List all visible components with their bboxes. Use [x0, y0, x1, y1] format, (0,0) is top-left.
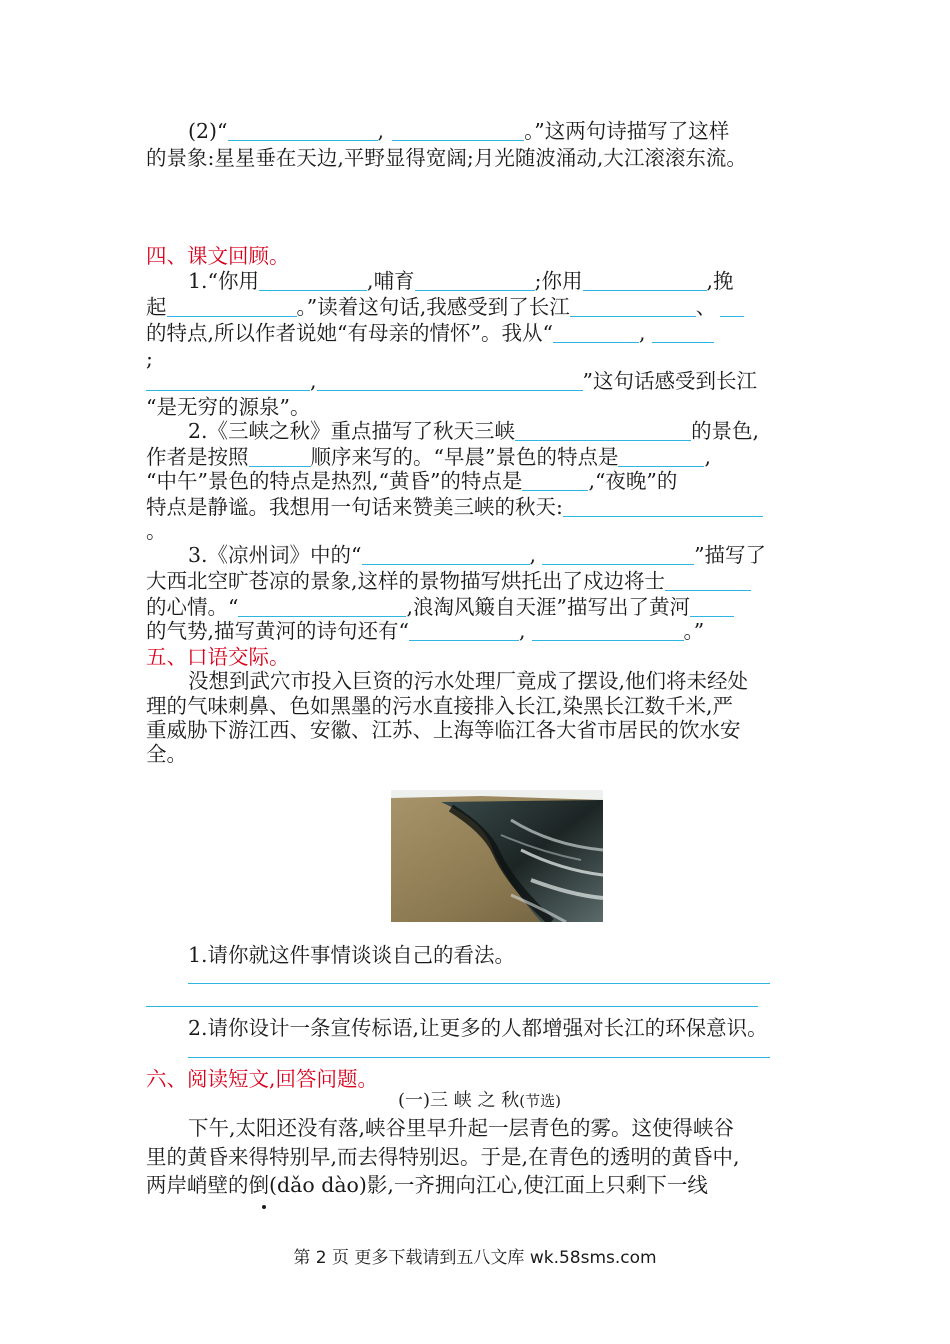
s5-para-line: 重威胁下游江西、安徽、江苏、上海等临江各大省市居民的饮水安	[146, 718, 741, 742]
text: 作者是按照	[146, 445, 249, 469]
answer-blank[interactable]	[167, 296, 297, 317]
text: (2)“	[188, 119, 228, 143]
text: 。”读着这句话,我感受到了长江	[296, 295, 570, 319]
q3-2-line1	[188, 118, 729, 144]
s4-q3-line1	[188, 542, 766, 568]
s4-q2-line4	[146, 494, 763, 520]
text: ,	[704, 445, 711, 469]
answer-blank[interactable]	[409, 620, 519, 641]
s4-q1-line6: “是无穷的源泉”。	[146, 395, 311, 419]
s6-para-line: 里的黄昏来得特别早,而去得特别迟。于是,在青色的透明的黄昏中,	[146, 1145, 740, 1169]
answer-blank[interactable]	[720, 296, 744, 317]
text: 的特点,所以作者说她“有母亲的情怀”。我从“	[146, 321, 553, 345]
text: ,	[638, 321, 646, 345]
answer-blank[interactable]	[415, 270, 535, 291]
answer-blank[interactable]	[532, 620, 684, 641]
text: ,挽	[706, 269, 734, 293]
text: 3.《凉州词》中的“	[188, 543, 362, 567]
s6-para-line: 两岸峭壁的倒(dǎo dào)影,一齐拥向江心,使江面上只剩下一线	[146, 1173, 708, 1197]
answer-blank[interactable]	[259, 270, 367, 291]
answer-blank[interactable]	[563, 496, 763, 517]
text: ”描写了	[694, 543, 767, 567]
section-6-heading: 六、阅读短文,回答问题。	[146, 1067, 379, 1091]
polluted-river-photo	[391, 790, 603, 922]
q3-2-line2: 的景象:星星垂在天边,平野显得宽阔;月光随波涌动,大江滚滚东流。	[146, 146, 747, 170]
answer-line[interactable]	[188, 1057, 770, 1058]
answer-blank[interactable]	[146, 370, 310, 391]
answer-blank[interactable]	[238, 596, 406, 617]
answer-blank[interactable]	[690, 596, 734, 617]
answer-blank[interactable]	[583, 270, 707, 291]
text: 2.《三峡之秋》重点描写了秋天三峡	[188, 419, 516, 443]
text: 、	[695, 295, 717, 319]
s4-q3-line4	[146, 618, 704, 644]
s5-para-line: 理的气味刺鼻、色如黑墨的污水直接排入长江,染黑长江数千米,严	[146, 694, 734, 718]
s4-q1-line3	[146, 320, 714, 346]
section-5-heading: 五、口语交际。	[146, 645, 290, 669]
text: 起	[146, 295, 167, 319]
text: ,	[529, 543, 537, 567]
s4-q1-line1	[188, 268, 734, 294]
answer-line[interactable]	[146, 1006, 758, 1007]
title-text: (一)三 峡 之 秋	[398, 1090, 520, 1111]
emphasis-dot	[262, 1205, 266, 1209]
text: 特点是静谧。我想用一句话来赞美三峡的秋天:	[146, 495, 563, 519]
page-footer: 第 2 页 更多下载请到五八文库 wk.58sms.com	[293, 1248, 657, 1268]
answer-blank[interactable]	[618, 446, 704, 467]
s4-q2-line2	[146, 444, 711, 470]
s4-q2-line5: 。	[146, 519, 167, 543]
answer-blank[interactable]	[553, 322, 639, 343]
s4-q3-line3	[146, 594, 734, 620]
text: ,	[519, 619, 526, 643]
text: 的气势,描写黄河的诗句还有“	[146, 619, 409, 643]
text: 的景色,	[691, 419, 760, 443]
s4-q1-line4: ;	[146, 347, 153, 371]
answer-blank[interactable]	[317, 370, 583, 391]
text: 1.“你用	[188, 269, 260, 293]
answer-blank[interactable]	[392, 120, 524, 141]
text: 大西北空旷苍凉的景象,这样的景物描写烘托出了戍边将士	[146, 569, 666, 593]
answer-blank[interactable]	[362, 544, 530, 565]
title-note: (节选)	[519, 1092, 561, 1110]
text: 顺序来写的。“早晨”景色的特点是	[310, 445, 619, 469]
section-4-heading: 四、课文回顾。	[146, 244, 290, 268]
text: ,浪淘风簸自天涯”描写出了黄河	[406, 595, 690, 619]
answer-blank[interactable]	[522, 470, 588, 491]
s5-q1: 1.请你就这件事情谈谈自己的看法。	[188, 943, 516, 967]
text: ,哺育	[367, 269, 415, 293]
text: ,	[310, 369, 317, 393]
s4-q2-line1	[188, 418, 759, 444]
s4-q1-line2	[146, 294, 744, 320]
s6-para-line: 下午,太阳还没有落,峡谷里早升起一层青色的雾。这使得峡谷	[188, 1116, 735, 1140]
text: 。”	[683, 619, 705, 643]
text: “中午”景色的特点是热烈,“黄昏”的特点是	[146, 469, 523, 493]
text: ,	[377, 119, 385, 143]
answer-blank[interactable]	[228, 120, 378, 141]
answer-line[interactable]	[188, 983, 770, 984]
text: ;你用	[534, 269, 583, 293]
s5-para-line: 没想到武穴市投入巨资的污水处理厂竟成了摆设,他们将未经处	[188, 669, 749, 693]
s5-q2: 2.请你设计一条宣传标语,让更多的人都增强对长江的环保意识。	[188, 1016, 768, 1040]
s5-para-line: 全。	[146, 742, 187, 766]
text: ,“夜晚”的	[588, 469, 678, 493]
s4-q1-line5	[146, 368, 757, 394]
answer-blank[interactable]	[570, 296, 696, 317]
s4-q2-line3	[146, 468, 677, 494]
answer-blank[interactable]	[249, 446, 311, 467]
s4-q3-line2	[146, 568, 751, 594]
text: ”这句话感受到长江	[582, 369, 758, 393]
answer-blank[interactable]	[665, 570, 751, 591]
answer-blank[interactable]	[652, 322, 714, 343]
article-title	[398, 1088, 561, 1114]
answer-blank[interactable]	[542, 544, 694, 565]
text: 的心情。“	[146, 595, 239, 619]
text: 。”这两句诗描写了这样	[524, 119, 730, 143]
answer-blank[interactable]	[515, 420, 691, 441]
